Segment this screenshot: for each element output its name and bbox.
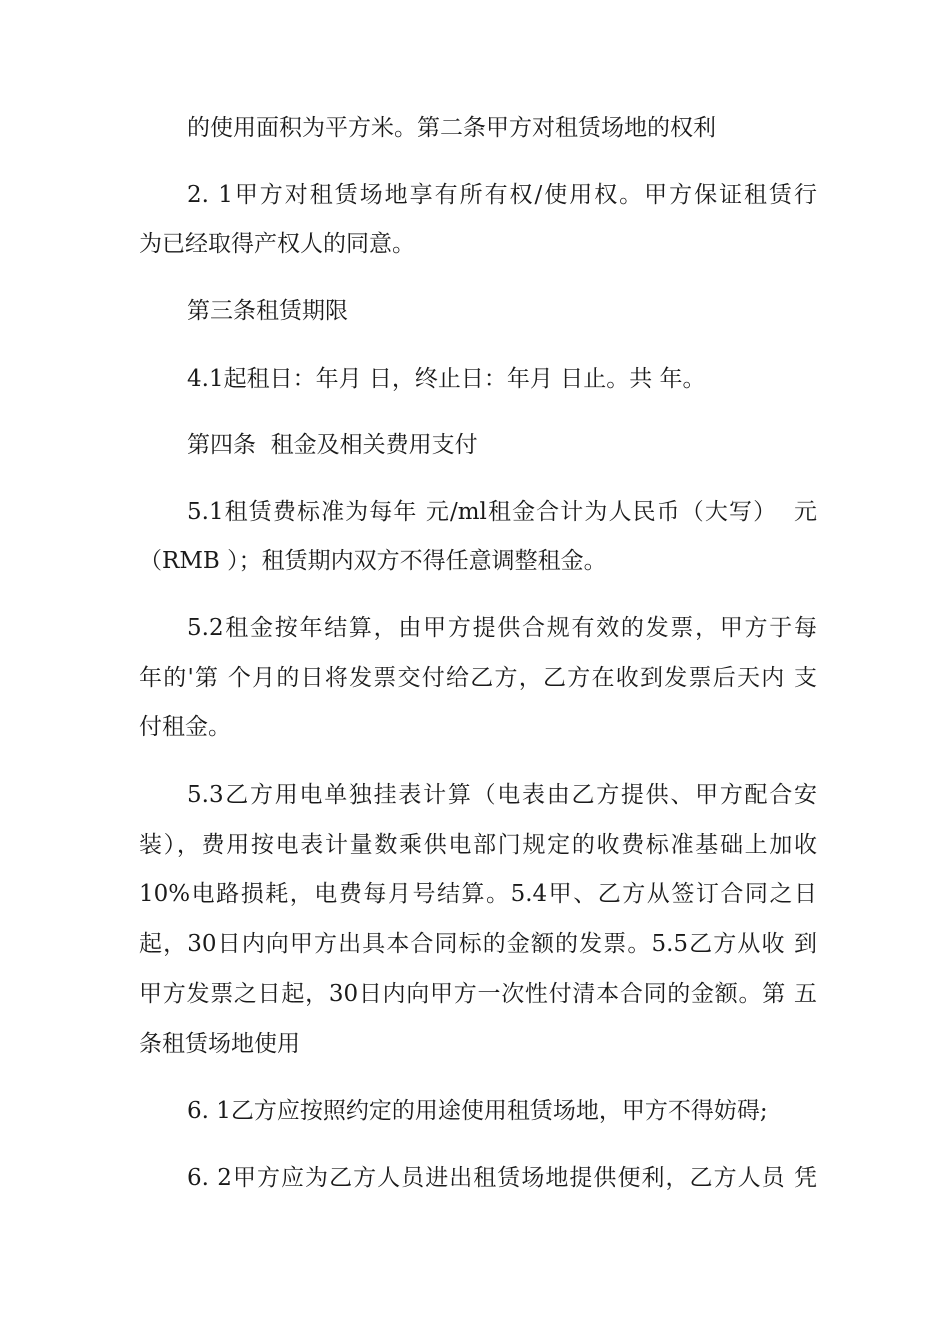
text-line: 起，30日内向甲方出具本合同标的金额的发票。5.5乙方从收 到 xyxy=(139,931,817,957)
text-line: 6. 2甲方应为乙方人员进出租赁场地提供便利，乙方人员 凭 xyxy=(187,1165,817,1191)
text-line: 2. 1甲方对租赁场地享有所有权/使用权。甲方保证租赁行 xyxy=(187,182,817,208)
text-line: 年的'第 个月的日将发票交付给乙方，乙方在收到发票后天内 支 xyxy=(139,665,817,691)
text-line: 10%电路损耗，电费每月号结算。5.4甲、乙方从签订合同之日 xyxy=(139,881,817,907)
text-line: 5.2租金按年结算，由甲方提供合规有效的发票，甲方于每 xyxy=(187,615,817,641)
text-line: 付租金。 xyxy=(139,714,231,740)
text-line: 甲方发票之日起，30日内向甲方一次性付清本合同的金额。第 五 xyxy=(139,981,817,1007)
text-line: 为已经取得产权人的同意。 xyxy=(139,231,415,257)
text-line: （RMB ）；租赁期内双方不得任意调整租金。 xyxy=(139,548,607,574)
text-line: 条租赁场地使用 xyxy=(139,1031,300,1057)
text-line: 5.3乙方用电单独挂表计算（电表由乙方提供、甲方配合安 xyxy=(187,782,817,808)
text-line: 6. 1乙方应按照约定的用途使用租赁场地，甲方不得妨碍; xyxy=(187,1098,768,1124)
text-line: 5.1租赁费标准为每年 元/ml租金合计为人民币（大写） 元 xyxy=(187,499,817,525)
text-line: 装），费用按电表计量数乘供电部门规定的收费标准基础上加收 xyxy=(139,832,817,858)
section-heading: 第三条租赁期限 xyxy=(187,298,348,324)
section-heading: 第四条 租金及相关费用支付 xyxy=(187,432,478,458)
text-line: 的使用面积为平方米。第二条甲方对租赁场地的权利 xyxy=(187,115,716,141)
text-line: 4.1起租日：年月 日，终止日：年月 日止。共 年。 xyxy=(187,366,706,392)
